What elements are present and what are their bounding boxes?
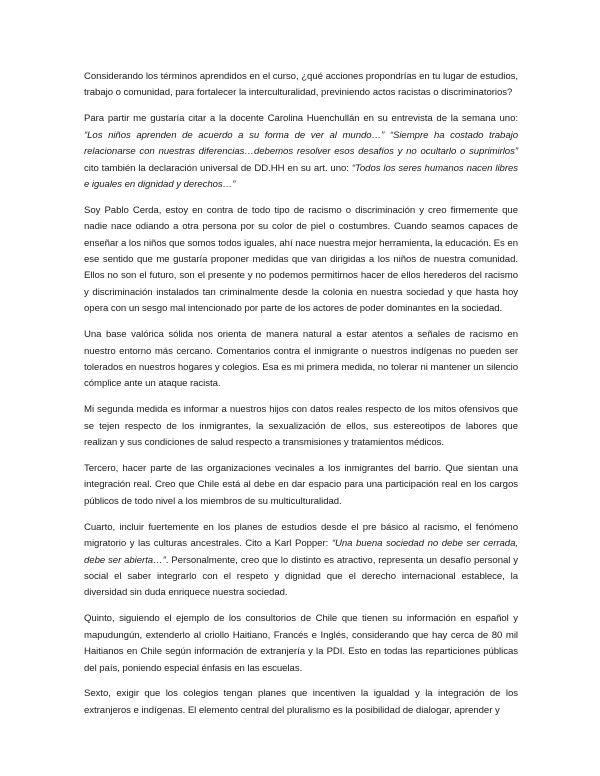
introduction-text: Soy Pablo Cerda, estoy en contra de todo tipo de racismo o discriminación y creo firmemente que nadie nace odiando a otra persona por su color de piel o costumbres. Cuando seamos capaces de enseñar a los niños que somos todos iguales, ahí nace nuestra mejor herramienta, la educación. Es en ese sentido que me gustaría proponer medidas que van dirigidas a los niños de nuestra comunidad. Ellos no son el futuro, son el presente y no podemos permitirnos hacer de ellos herederos del racismo y discriminación instalados tan criminalmente desde la colonia en nuestra sociedad y que hasta hoy opera con un sesgo mal intencionado por parte de los actores de poder dominantes en la sociedad. xyxy=(84,204,518,315)
citation-paragraph xyxy=(84,111,518,193)
popper-quote: “Una buena sociedad no debe ser cerrada, debe ser abierta…” xyxy=(84,538,518,566)
ddhh-quote: “Todos los seres humanos nacen libres e iguales en dignidad y derechos…” xyxy=(84,162,519,190)
second-measure-text: Mi segunda medida es informar a nuestros hijos con datos reales respecto de los mitos ofensivos que se tejen respecto de los inmigrantes, la sexualización de ellos, sus estereotipos de labores que realizan y sus condiciones de salud respecto a transmisiones y tratamientos médicos. xyxy=(84,404,518,449)
sixth-measure-text: Sexto, exigir que los colegios tengan planes que incentiven la igualdad y la integración de los extranjeros e indígenas. El elemento central del pluralismo es la posibilidad de dialogar, aprender y xyxy=(84,688,518,716)
fifth-measure-paragraph xyxy=(84,611,518,677)
fourth-measure-intro: Cuarto, incluir fuertemente en los planes de estudios desde el pre básico al racismo, el fenómeno migratorio y las culturas ancestrales. Cito a Karl Popper: xyxy=(84,521,518,550)
first-measure-paragraph xyxy=(84,327,518,393)
introduction-paragraph xyxy=(84,203,518,318)
second-measure-paragraph xyxy=(84,402,518,451)
sixth-measure-paragraph xyxy=(84,686,518,719)
question-paragraph xyxy=(84,69,518,102)
first-measure-text: Una base valórica sólida nos orienta de manera natural a estar atentos a señales de racismo en nuestro entorno más cercano. Comentarios contra el inmigrante o nuestros indígenas no pueden ser tolerados en nuestros hogares y colegios. Esa es mi primera medida, no tolerar ni mantener un silencio cómplice ante un ataque racista. xyxy=(84,329,518,390)
huenchullan-quote: “Los niños aprenden de acuerdo a su forma de ver al mundo…” “Siempre ha costado trabajo relacionarse con nuestras diferencias…debemos resolver esos desafíos y no ocultarlo o suprimirlos” xyxy=(84,129,518,158)
third-measure-text: Tercero, hacer parte de las organizaciones vecinales a los inmigrantes del barrio. Que sientan una integración real. Creo que Chile está al debe en dar espacio para una participación real en los cargos públicos de todo nivel a los miembros de su multiculturalidad. xyxy=(84,463,518,507)
third-measure-paragraph xyxy=(84,461,518,510)
fourth-measure-rest: . Personalmente, creo que lo distinto es atractivo, representa un desafío personal y social el saber integrarlo con el respeto y dignidad que el derecho internacional establece, la diversidad sin duda enriquece nuestra sociedad. xyxy=(84,554,518,599)
fourth-measure-paragraph xyxy=(84,520,518,602)
citation-intro: Para partir me gustaría citar a la docente Carolina Huenchullán en su entrevista de la semana uno: xyxy=(84,113,518,125)
fifth-measure-text: Quinto, siguiendo el ejemplo de los consultorios de Chile que tienen su información en español y mapudungún, extenderlo al criollo Haitiano, Francés e Inglés, considerando que hay cerca de 80 mil Haitianos en Chile según información de extranjería y la PDI. Esto en todas las reparticiones públicas del país, poniendo especial énfasis en las escuelas. xyxy=(84,613,518,674)
citation-mid: cito también la declaración universal de DD.HH en su art. uno: xyxy=(84,162,352,174)
question-text: Considerando los términos aprendidos en el curso, ¿qué acciones propondrías en tu lugar de estudios, trabajo o comunidad, para fortalecer la interculturalidad, previniendo actos racistas o discriminatorios? xyxy=(84,71,518,99)
